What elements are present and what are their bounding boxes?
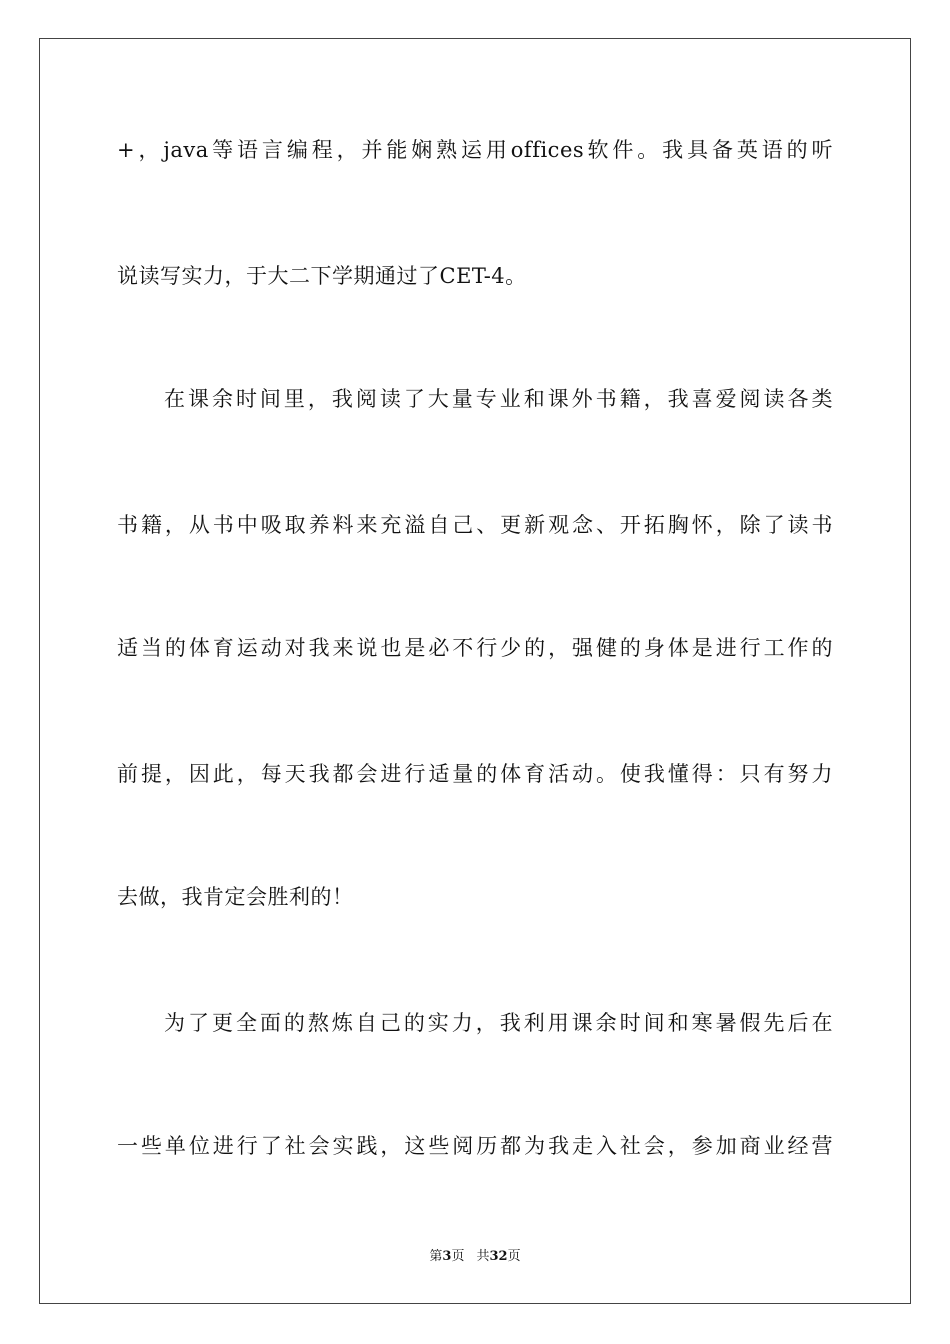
page-footer: [0, 1248, 950, 1266]
text-line-6: 前提，因此，每天我都会进行适量的体育活动。使我懂得：只有努力: [117, 762, 833, 786]
page-number: 3: [442, 1249, 452, 1264]
text-line-2: 说读写实力，于大二下学期通过了CET-4。: [117, 264, 527, 288]
total-prefix: 共: [476, 1249, 490, 1264]
text-line-7: 去做，我肯定会胜利的！: [117, 885, 354, 909]
text-line-5: 适当的体育运动对我来说也是必不行少的，强健的身体是进行工作的: [117, 636, 833, 660]
page-border: [39, 38, 911, 1304]
text-line-3: 在课余时间里，我阅读了大量专业和课外书籍，我喜爱阅读各类: [164, 387, 833, 411]
text-line-9: 一些单位进行了社会实践，这些阅历都为我走入社会，参加商业经营: [117, 1134, 833, 1158]
text-line-8: 为了更全面的熬炼自己的实力，我利用课余时间和寒暑假先后在: [164, 1011, 833, 1035]
page-prefix: 第: [429, 1249, 443, 1264]
text-line-4: 书籍，从书中吸取养料来充溢自己、更新观念、开拓胸怀，除了读书: [117, 513, 833, 537]
text-line-1: +，java等语言编程，并能娴熟运用offices软件。我具备英语的听: [117, 138, 833, 162]
page-suffix: 页: [451, 1249, 465, 1264]
total-suffix: 页: [507, 1249, 521, 1264]
total-pages: 32: [489, 1249, 508, 1264]
